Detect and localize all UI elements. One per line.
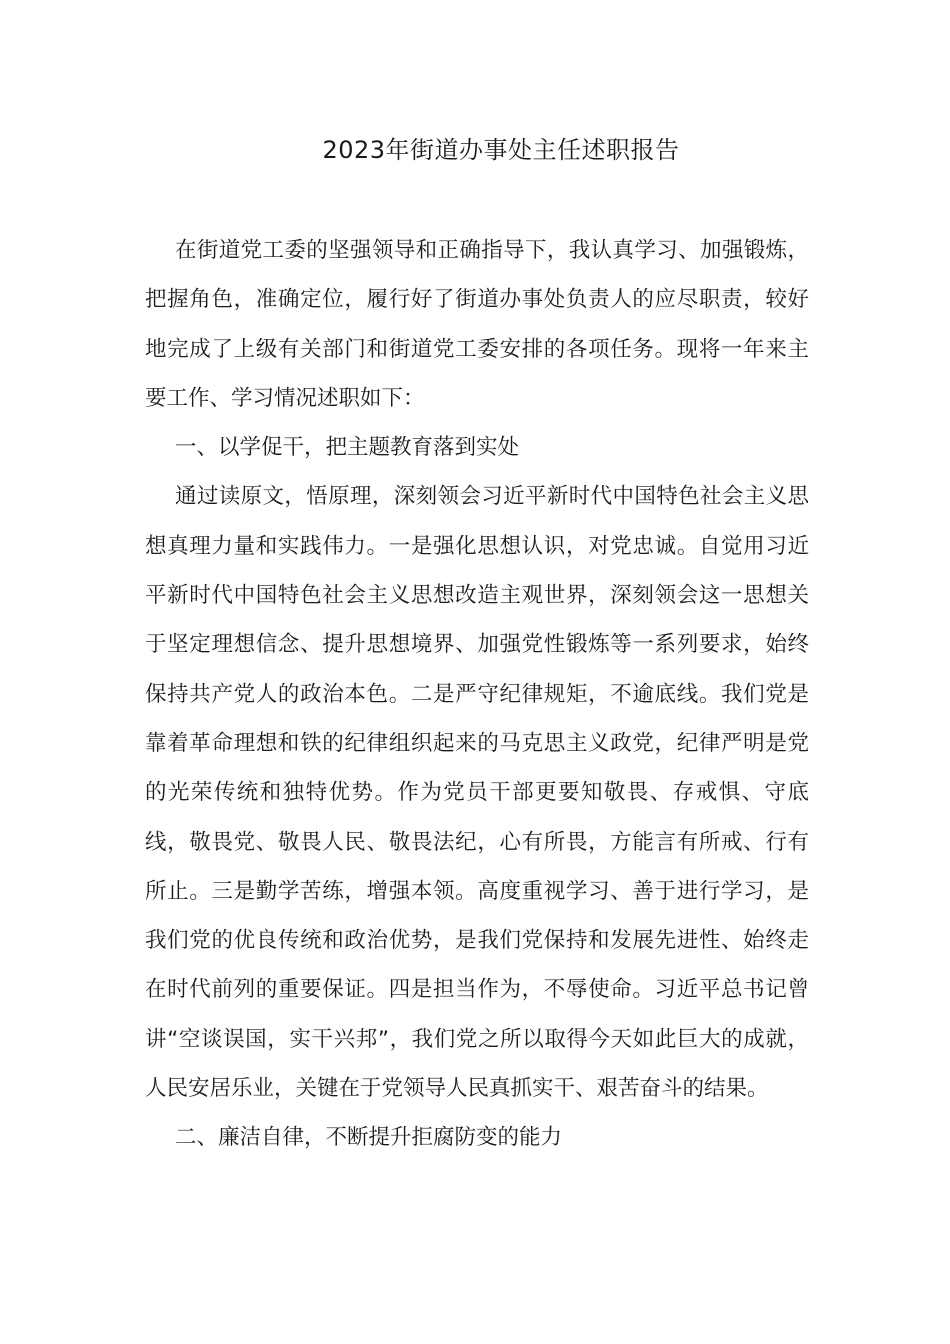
section-1-paragraph: 通过读原文，悟原理，深刻领会习近平新时代中国特色社会主义思想真理力量和实践伟力。一是强化思想认识，对党忠诚。自觉用习近平新时代中国特色社会主义思想改造主观世界，深刻领会这一思想关于坚定理想信念、提升思想境界、加强党性锻炼等一系列要求，始终保持共产党人的政治本色。二是严守纪律规矩，不逾底线。我们党是靠着革命理想和铁的纪律组织起来的马克思主义政党，纪律严明是党的光荣传统和独特优势。作为党员干部更要知敬畏、存戒惧、守底线，敬畏党、敬畏人民、敬畏法纪，心有所畏，方能言有所戒、行有所止。三是勤学苦练，增强本领。高度重视学习、善于进行学习，是我们党的优良传统和政治优势，是我们党保持和发展先进性、始终走在时代前列的重要保证。四是担当作为，不辱使命。习近平总书记曾讲“空谈误国，实干兴邦”，我们党之所以取得今天如此巨大的成就，人民安居乐业，关键在于党领导人民真抓实干、艰苦奋斗的结果。 xyxy=(145,484,809,1102)
section-heading-1: 一、以学促干，把主题教育落到实处 xyxy=(175,435,520,461)
intro-paragraph: 在街道党工委的坚强领导和正确指导下，我认真学习、加强锻炼，把握角色，准确定位，履行好了街道办事处负责人的应尽职责，较好地完成了上级有关部门和街道党工委安排的各项任务。现将一年来主要工作、学习情况述职如下： xyxy=(145,238,809,411)
document-body xyxy=(145,226,809,1163)
section-heading-2: 二、廉洁自律，不断提升拒腐防变的能力 xyxy=(175,1125,563,1151)
document-title: 2023年街道办事处主任述职报告 xyxy=(322,136,680,164)
